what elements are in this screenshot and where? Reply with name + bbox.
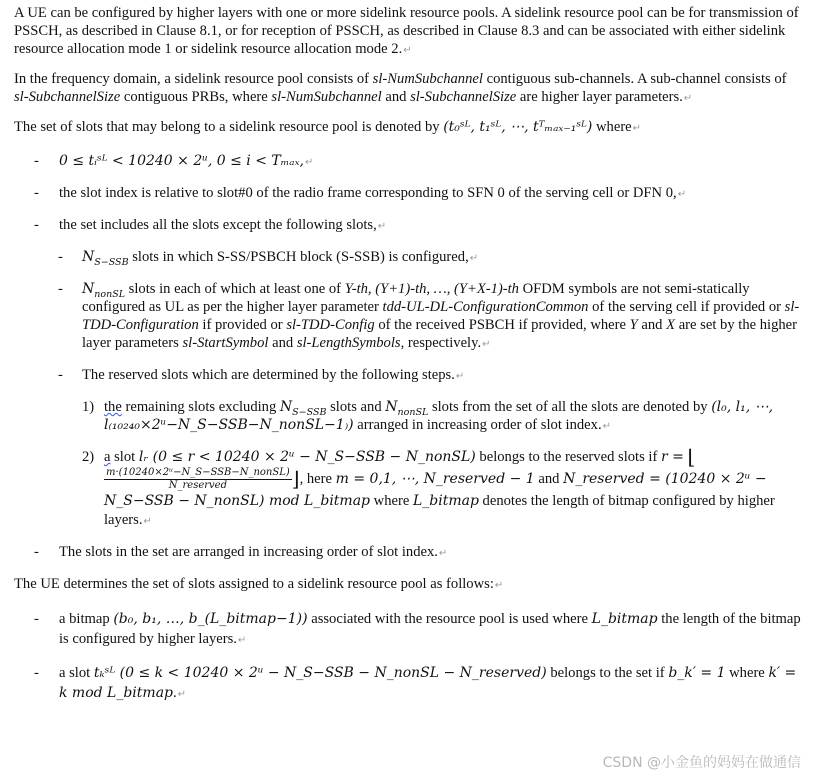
paragraph-text: A UE can be configured by higher layers with one or more sidelink resource pools. A sidelink resource pool can be for transmission of PSSCH, as described in Clause 8.1, or for reception of PSSCH, as described in Clause 8.3 and can be associated with either sidelink resource allocation mode 1 or sidelink resource allocation mode 2. [14, 5, 799, 57]
text-run: The UE determines the set of slots assigned to a sidelink resource pool as follows: [14, 576, 494, 593]
paragraph-slot-set [14, 118, 804, 138]
text-run: In the frequency domain, a sidelink resource pool consists of [14, 71, 373, 87]
list-dash: - [34, 665, 39, 682]
text-run: The slots in the set are arranged in increasing order of slot index. [59, 544, 438, 561]
list-item [14, 609, 804, 651]
math-subscript: nonSL [94, 288, 126, 300]
text-run: and [381, 89, 411, 105]
text-run: belongs to the reserved slots if [475, 449, 661, 465]
paragraph-mark: ↵ [377, 221, 387, 232]
text-run: The set of slots that may belong to a sidelink resource pool is denoted by [14, 119, 444, 135]
fraction-numerator: m·(10240×2ᵘ−N_S−SSB−N_nonSL) [106, 467, 290, 479]
text-run: where [370, 493, 413, 510]
floor-bracket: ⌋ [291, 467, 300, 492]
step-number: 1) [82, 399, 95, 415]
text-run: the slot index is relative to slot#0 of the radio frame corresponding to SFN 0 of the serving cell or DFN 0, [59, 185, 677, 201]
formula-slot-lr: lᵣ (0 ≤ r < 10240 × 2ᵘ − N_S−SSB − N_nonSL) [138, 449, 476, 465]
formula-slot-set: (t₀ˢᴸ, t₁ˢᴸ, ⋯, tᵀₘₐₓ₋₁ˢᴸ) [443, 119, 593, 135]
text-run: slots in which S-SS/PSBCH block (S-SSB) is configured, [128, 249, 469, 265]
param-tdd-config-common: tdd-UL-DL-ConfigurationCommon [382, 299, 589, 315]
paragraph-ue-determines [14, 575, 804, 595]
text-run: the length of the bitmap is configured by higher layers. [59, 611, 801, 648]
symbol-n-nonsl [82, 281, 126, 300]
list-item [14, 663, 804, 705]
text-run: belongs to the set if [546, 665, 669, 682]
paragraph-resource-pools [14, 4, 804, 60]
fraction [104, 467, 292, 492]
numbered-step-1 [14, 398, 804, 436]
text-run: a [104, 449, 111, 465]
list-item [14, 152, 804, 172]
text-run: The reserved slots which are determined by the following steps. [82, 367, 455, 383]
symbol-n-s-ssb [279, 399, 327, 418]
text-run: the set includes all the slots except the following slots, [59, 217, 377, 233]
formula-bk-equals-1: b_k′ = 1 [668, 665, 726, 682]
math-symbol: N [82, 281, 95, 297]
text-run: . [173, 685, 177, 702]
list-item [14, 248, 804, 268]
text-run: where [592, 119, 632, 135]
list-dash: - [58, 367, 63, 383]
list-dash: - [34, 611, 39, 628]
symbol-n-s-ssb [82, 249, 129, 268]
text-run: are higher layer parameters. [516, 89, 683, 105]
text-run: associated with the resource pool is used where [307, 611, 592, 628]
text-run: the [104, 399, 122, 415]
paragraph-mark: ↵ [455, 371, 465, 382]
math-symbol: N [385, 399, 398, 415]
formula-m-range: m = 0,1, ⋯, N_reserved − 1 [335, 471, 535, 487]
paragraph-mark: ↵ [177, 689, 187, 701]
text-run: and [637, 317, 667, 333]
list-item [14, 280, 804, 354]
param-subchannel-size: sl-SubchannelSize [410, 89, 517, 105]
text-run: of the received PSBCH if provided, where [374, 317, 630, 333]
paragraph-mark: ↵ [237, 635, 247, 647]
paragraph-mark: ↵ [677, 189, 687, 200]
list-item [14, 366, 804, 386]
paragraph-mark: ↵ [494, 580, 504, 592]
param-y: Y [629, 317, 638, 333]
text-run: if provided or [198, 317, 287, 333]
paragraph-mark: ↵ [305, 157, 314, 168]
text-run: and [534, 471, 564, 487]
text-run: of the serving cell if provided or [588, 299, 785, 315]
formula-slot-range: 0 ≤ tᵢˢᴸ < 10240 × 2ᵘ, 0 ≤ i < Tₘₐₓ, [59, 153, 304, 169]
text-run: contiguous PRBs, where [120, 89, 272, 105]
formula-k-prime: k′ = k mod L_bitmap [59, 665, 797, 702]
formula-remaining-slots: (l₀, l₁, ⋯, l₍₁₀₂₄₀×2ᵘ−N_S−SSB−N_nonSL−1₎) [104, 399, 774, 433]
csdn-watermark: CSDN @小金鱼的妈妈在做通信 [602, 755, 801, 771]
list-dash: - [34, 217, 39, 233]
param-num-subchannel: sl-NumSubchannel [372, 71, 483, 87]
list-item [14, 543, 804, 563]
paragraph-frequency-domain [14, 70, 804, 108]
paragraph-mark: ↵ [469, 253, 479, 264]
formula-n-reserved: N_reserved = (10240 × 2ᵘ − N_S−SSB − N_nonSL) mod L_bitmap [104, 471, 767, 510]
paragraph-mark: ↵ [143, 516, 152, 528]
list-dash: - [58, 249, 63, 265]
paragraph-mark: ↵ [482, 339, 491, 350]
step-number: 2) [82, 449, 95, 465]
math-subscript: S−SSB [94, 256, 129, 268]
fraction-denominator: N_reserved [168, 480, 227, 492]
list-dash: - [34, 185, 39, 201]
symbol-l-bitmap: L_bitmap [591, 611, 658, 628]
paragraph-mark: ↵ [602, 421, 611, 432]
formula-slot-tk: tₖˢᴸ (0 ≤ k < 10240 × 2ᵘ − N_S−SSB − N_nonSL − N_reserved) [93, 665, 547, 682]
param-symbol-range: Y-th, (Y+1)-th, …, (Y+X-1)-th [344, 281, 519, 297]
list-dash: - [34, 153, 39, 169]
math-subscript: nonSL [397, 406, 429, 418]
text-run: slots in each of which at least one of [125, 281, 345, 297]
param-x: X [666, 317, 676, 333]
text-run: contiguous sub-channels. A sub-channel consists of [482, 71, 787, 87]
text-run: OFDM symbols are not semi-statically configured as UL as per the higher layer parameter [82, 281, 750, 315]
text-run: , here [299, 471, 336, 487]
math-symbol: N [279, 399, 293, 415]
list-dash: - [58, 281, 63, 297]
param-sl-tdd-configuration: sl-TDD-Configuration [82, 299, 800, 333]
text-run: are set by the higher layer parameters [82, 317, 798, 351]
paragraph-mark: ↵ [683, 93, 693, 104]
text-run: slots and [326, 399, 386, 415]
numbered-step-2 [14, 445, 804, 531]
paragraph-mark: ↵ [403, 45, 412, 56]
list-item [14, 184, 804, 204]
symbol-l-bitmap: L_bitmap [412, 493, 479, 510]
text-run: where [725, 665, 769, 682]
text-run: slots from the set of all the slots are denoted by [428, 399, 712, 415]
param-subchannel-size: sl-SubchannelSize [14, 89, 121, 105]
text-run: , respectively. [400, 335, 482, 351]
param-sl-tdd-config: sl-TDD-Config [286, 317, 375, 333]
symbol-n-nonsl [385, 399, 429, 418]
text-run: and [268, 335, 297, 351]
param-sl-length-symbols: sl-LengthSymbols [296, 335, 401, 351]
text-run: slot [110, 449, 139, 465]
list-item [14, 216, 804, 236]
paragraph-mark: ↵ [632, 123, 642, 134]
text-run: arranged in increasing order of slot index. [353, 417, 602, 433]
text-run: denotes the length of bitmap configured by higher layers. [104, 493, 775, 529]
param-sl-start-symbol: sl-StartSymbol [182, 335, 269, 351]
list-dash: - [34, 544, 39, 561]
text-run: a slot [59, 665, 94, 682]
param-num-subchannel: sl-NumSubchannel [271, 89, 382, 105]
math-symbol: N [82, 249, 95, 265]
math-subscript: S−SSB [292, 406, 327, 418]
text-run: remaining slots excluding [121, 399, 280, 415]
paragraph-mark: ↵ [438, 548, 448, 560]
formula-r-equals: r = [661, 449, 684, 465]
text-run: a bitmap [59, 611, 114, 628]
formula-bitmap: (b₀, b₁, …, b_(L_bitmap−1)) [113, 611, 308, 628]
floor-bracket: ⌊ [687, 445, 696, 470]
document-page [14, 4, 804, 717]
